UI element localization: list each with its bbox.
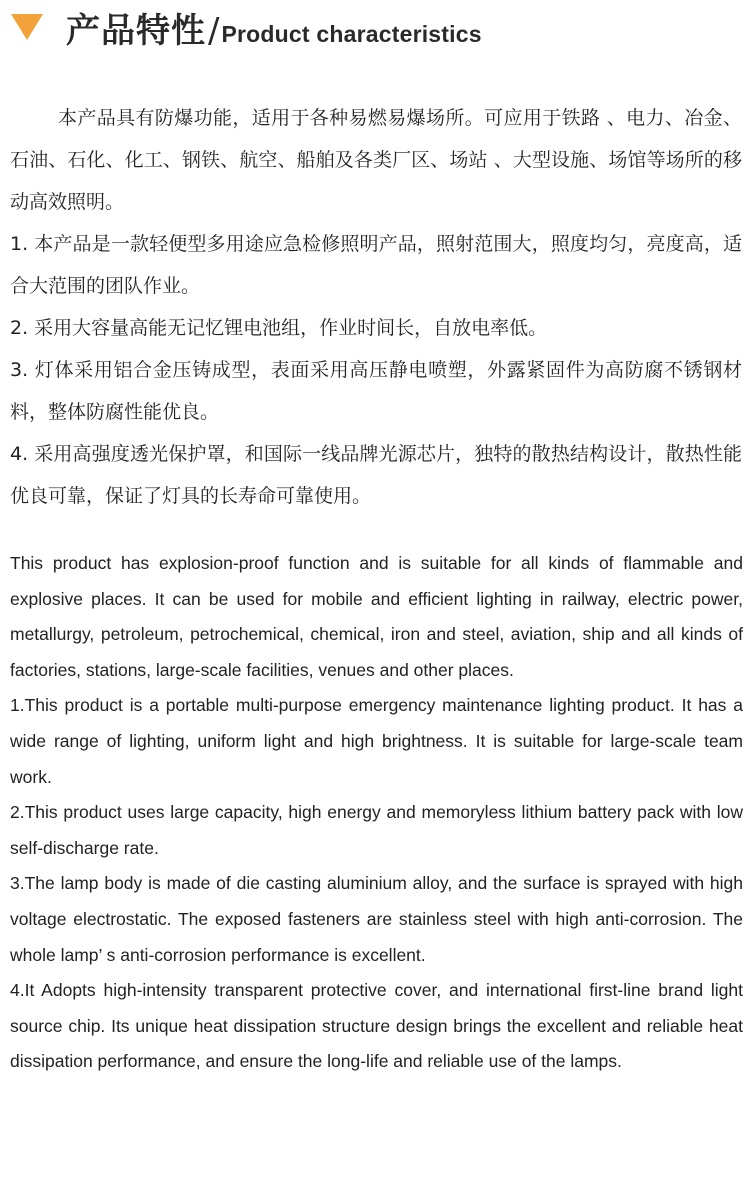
chinese-feature-2: 2. 采用大容量高能无记忆锂电池组，作业时间长，自放电率低。 xyxy=(10,317,548,339)
english-feature-1: 1.This product is a portable multi-purpose emergency maintenance lighting product. It has a wide range of lighting, uniform light and high brightness. It is suitable for large-scale team work. xyxy=(10,695,743,787)
title-chinese: 产品特性 xyxy=(66,11,206,51)
chinese-feature-3: 3. 灯体采用铝合金压铸成型，表面采用高压静电喷塑，外露紧固件为高防腐不锈钢材料，整体防腐性能优良。 xyxy=(10,359,742,423)
english-description xyxy=(10,546,743,1080)
english-feature-4: 4.It Adopts high-intensity transparent protective cover, and international first-line brand light source chip. Its unique heat dissipation structure design brings the excellent and reliable heat dissipation performance, and ensure the long-life and reliable use of the lamps. xyxy=(10,980,743,1072)
title-separator: / xyxy=(208,11,220,51)
section-header xyxy=(0,0,750,52)
english-feature-3: 3.The lamp body is made of die casting aluminium alloy, and the surface is sprayed with high voltage electrostatic. The exposed fasteners are stainless steel with high anti-corrosion. The whole lamp’ s anti-corrosion performance is excellent. xyxy=(10,873,743,965)
chinese-feature-4: 4. 采用高强度透光保护罩，和国际一线品牌光源芯片，独特的散热结构设计，散热性能优良可靠，保证了灯具的长寿命可靠使用。 xyxy=(10,443,742,507)
chinese-intro-paragraph: 本产品具有防爆功能，适用于各种易燃易爆场所。可应用于铁路 、电力、冶金、石油、石化、化工、钢铁、航空、船舶及各类厂区、场站 、大型设施、场馆等场所的移动高效照明。 xyxy=(10,107,742,213)
chinese-description xyxy=(10,97,742,517)
title-english: Product characteristics xyxy=(221,21,482,47)
section-title xyxy=(66,3,482,52)
english-intro-paragraph: This product has explosion-proof function and is suitable for all kinds of flammable and explosive places. It can be used for mobile and efficient lighting in railway, electric power, metallurgy, petroleum, petrochemical, chemical, iron and steel, aviation, ship and all kinds of factories, stations, large-scale facilities, venues and other places. xyxy=(10,553,743,680)
chinese-feature-1: 1. 本产品是一款轻便型多用途应急检修照明产品，照射范围大，照度均匀，亮度高，适合大范围的团队作业。 xyxy=(10,233,742,297)
english-feature-2: 2.This product uses large capacity, high energy and memoryless lithium battery pack with low self-discharge rate. xyxy=(10,802,743,858)
triangle-down-icon xyxy=(11,14,43,40)
